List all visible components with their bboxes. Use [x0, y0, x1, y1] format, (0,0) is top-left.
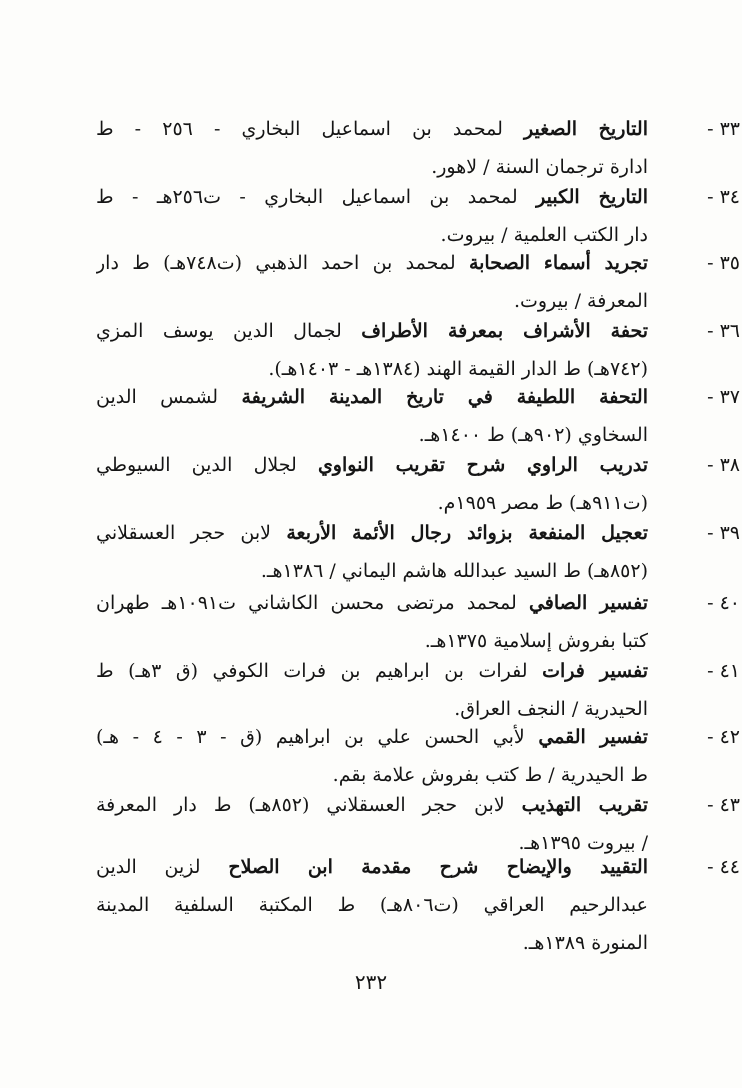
entry-details: لمحمد بن اسماعيل البخاري - ت٢٥٦هـ - ط [96, 186, 537, 208]
entry-line-1 [96, 514, 648, 552]
reference-entry-33 [96, 110, 740, 186]
entry-line-2: ادارة ترجمان السنة / لاهور. [431, 156, 648, 178]
entry-title: تدريب الراوي شرح تقريب النواوي [317, 454, 648, 476]
entry-title: التحفة اللطيفة في تاريخ المدينة الشريفة [241, 386, 648, 408]
entry-title: تحفة الأشراف بمعرفة الأطراف [361, 320, 648, 342]
entry-line-1 [96, 244, 648, 282]
reference-entry-39 [96, 514, 740, 590]
reference-entry-38 [96, 446, 740, 522]
entry-line-2: السخاوي (٩٠٢هـ) ط ١٤٠٠هـ. [418, 424, 648, 446]
entry-details: لجمال الدين يوسف المزي [96, 320, 362, 342]
entry-number: ٣٨ - [707, 454, 740, 476]
entry-details: لزين الدين [96, 856, 229, 878]
reference-entry-34 [96, 178, 740, 254]
entry-number: ٤٠ - [707, 592, 740, 614]
entry-number: ٤١ - [707, 660, 740, 682]
entry-number: ٣٧ - [707, 386, 740, 408]
reference-entry-40 [96, 584, 740, 660]
reference-entry-42 [96, 718, 740, 794]
entry-title: تفسير القمي [538, 726, 648, 748]
reference-entry-41 [96, 652, 740, 728]
entry-details: لفرات بن ابراهيم بن فرات الكوفي (ق ٣هـ) ط [96, 660, 543, 682]
entry-line-1 [96, 178, 648, 216]
entry-title: التاريخ الصغير [524, 118, 648, 140]
entry-details: لمحمد بن اسماعيل البخاري - ٢٥٦ - ط [96, 118, 525, 140]
entry-details: لمحمد مرتضى محسن الكاشاني ت١٠٩١هـ طهران [96, 592, 529, 614]
reference-entry-35 [96, 244, 740, 320]
entry-line-1 [96, 312, 648, 350]
entry-line-2: دار الكتب العلمية / بيروت. [440, 224, 648, 246]
entry-title: تفسير فرات [542, 660, 648, 682]
entry-title: تعجيل المنفعة بزوائد رجال الأئمة الأربعة [286, 522, 648, 544]
entry-line-2: عبدالرحيم العراقي (ت٨٠٦هـ) ط المكتبة السلفية المدينة [96, 894, 648, 916]
page-number: ٢٣٢ [354, 970, 388, 994]
entry-title: التقييد والإيضاح شرح مقدمة ابن الصلاح [228, 856, 648, 878]
entry-line-1 [96, 110, 648, 148]
entry-line-2: الحيدرية / النجف العراق. [454, 698, 648, 720]
entry-line-2: (٧٤٢هـ) ط الدار القيمة الهند (١٣٨٤هـ - ١٤٠٣هـ). [268, 358, 648, 380]
reference-entry-36 [96, 312, 740, 388]
entry-line-2: المعرفة / بيروت. [513, 290, 648, 312]
reference-entry-44 [96, 848, 740, 962]
entry-line-1 [96, 652, 648, 690]
entry-number: ٣٥ - [707, 252, 740, 274]
entry-number: ٤٢ - [707, 726, 740, 748]
entry-title: تفسير الصافي [528, 592, 648, 614]
entry-number: ٤٣ - [707, 794, 740, 816]
entry-details: لجلال الدين السيوطي [96, 454, 318, 476]
entry-line-1 [96, 584, 648, 622]
entry-line-1 [96, 786, 648, 824]
entry-details: لمحمد بن احمد الذهبي (ت٧٤٨هـ) ط دار [96, 252, 469, 274]
reference-entry-37 [96, 378, 740, 454]
entry-line-2: / بيروت ١٣٩٥هـ. [518, 832, 648, 854]
entry-line-1 [96, 848, 648, 886]
entry-line-1 [96, 718, 648, 756]
entry-title: تقريب التهذيب [521, 794, 648, 816]
entry-details: لابن حجر العسقلاني (٨٥٢هـ) ط دار المعرفة [96, 794, 522, 816]
entry-title: تجريد أسماء الصحابة [468, 252, 648, 274]
entry-number: ٤٤ - [707, 856, 740, 878]
entry-line-2: ط الحيدرية / ط كتب بفروش علامة بقم. [332, 764, 648, 786]
entry-details: لأبي الحسن علي بن ابراهيم (ق - ٣ - ٤ - هـ) [96, 726, 539, 748]
entry-number: ٣٣ - [707, 118, 740, 140]
entry-line-2: كتبا بفروش إسلامية ١٣٧٥هـ. [424, 630, 648, 652]
entry-details: لشمس الدين [96, 386, 242, 408]
entry-number: ٣٤ - [707, 186, 740, 208]
entry-line-3: المنورة ١٣٨٩هـ. [522, 932, 648, 954]
entry-details: لابن حجر العسقلاني [96, 522, 287, 544]
entry-title: التاريخ الكبير [536, 186, 648, 208]
entry-line-1 [96, 446, 648, 484]
entry-line-2: (ت٩١١هـ) ط مصر ١٩٥٩م. [437, 492, 648, 514]
entry-line-1 [96, 378, 648, 416]
entry-number: ٣٩ - [707, 522, 740, 544]
entry-number: ٣٦ - [707, 320, 740, 342]
entry-line-2: (٨٥٢هـ) ط السيد عبدالله هاشم اليماني / ١٣٨٦هـ. [260, 560, 648, 582]
